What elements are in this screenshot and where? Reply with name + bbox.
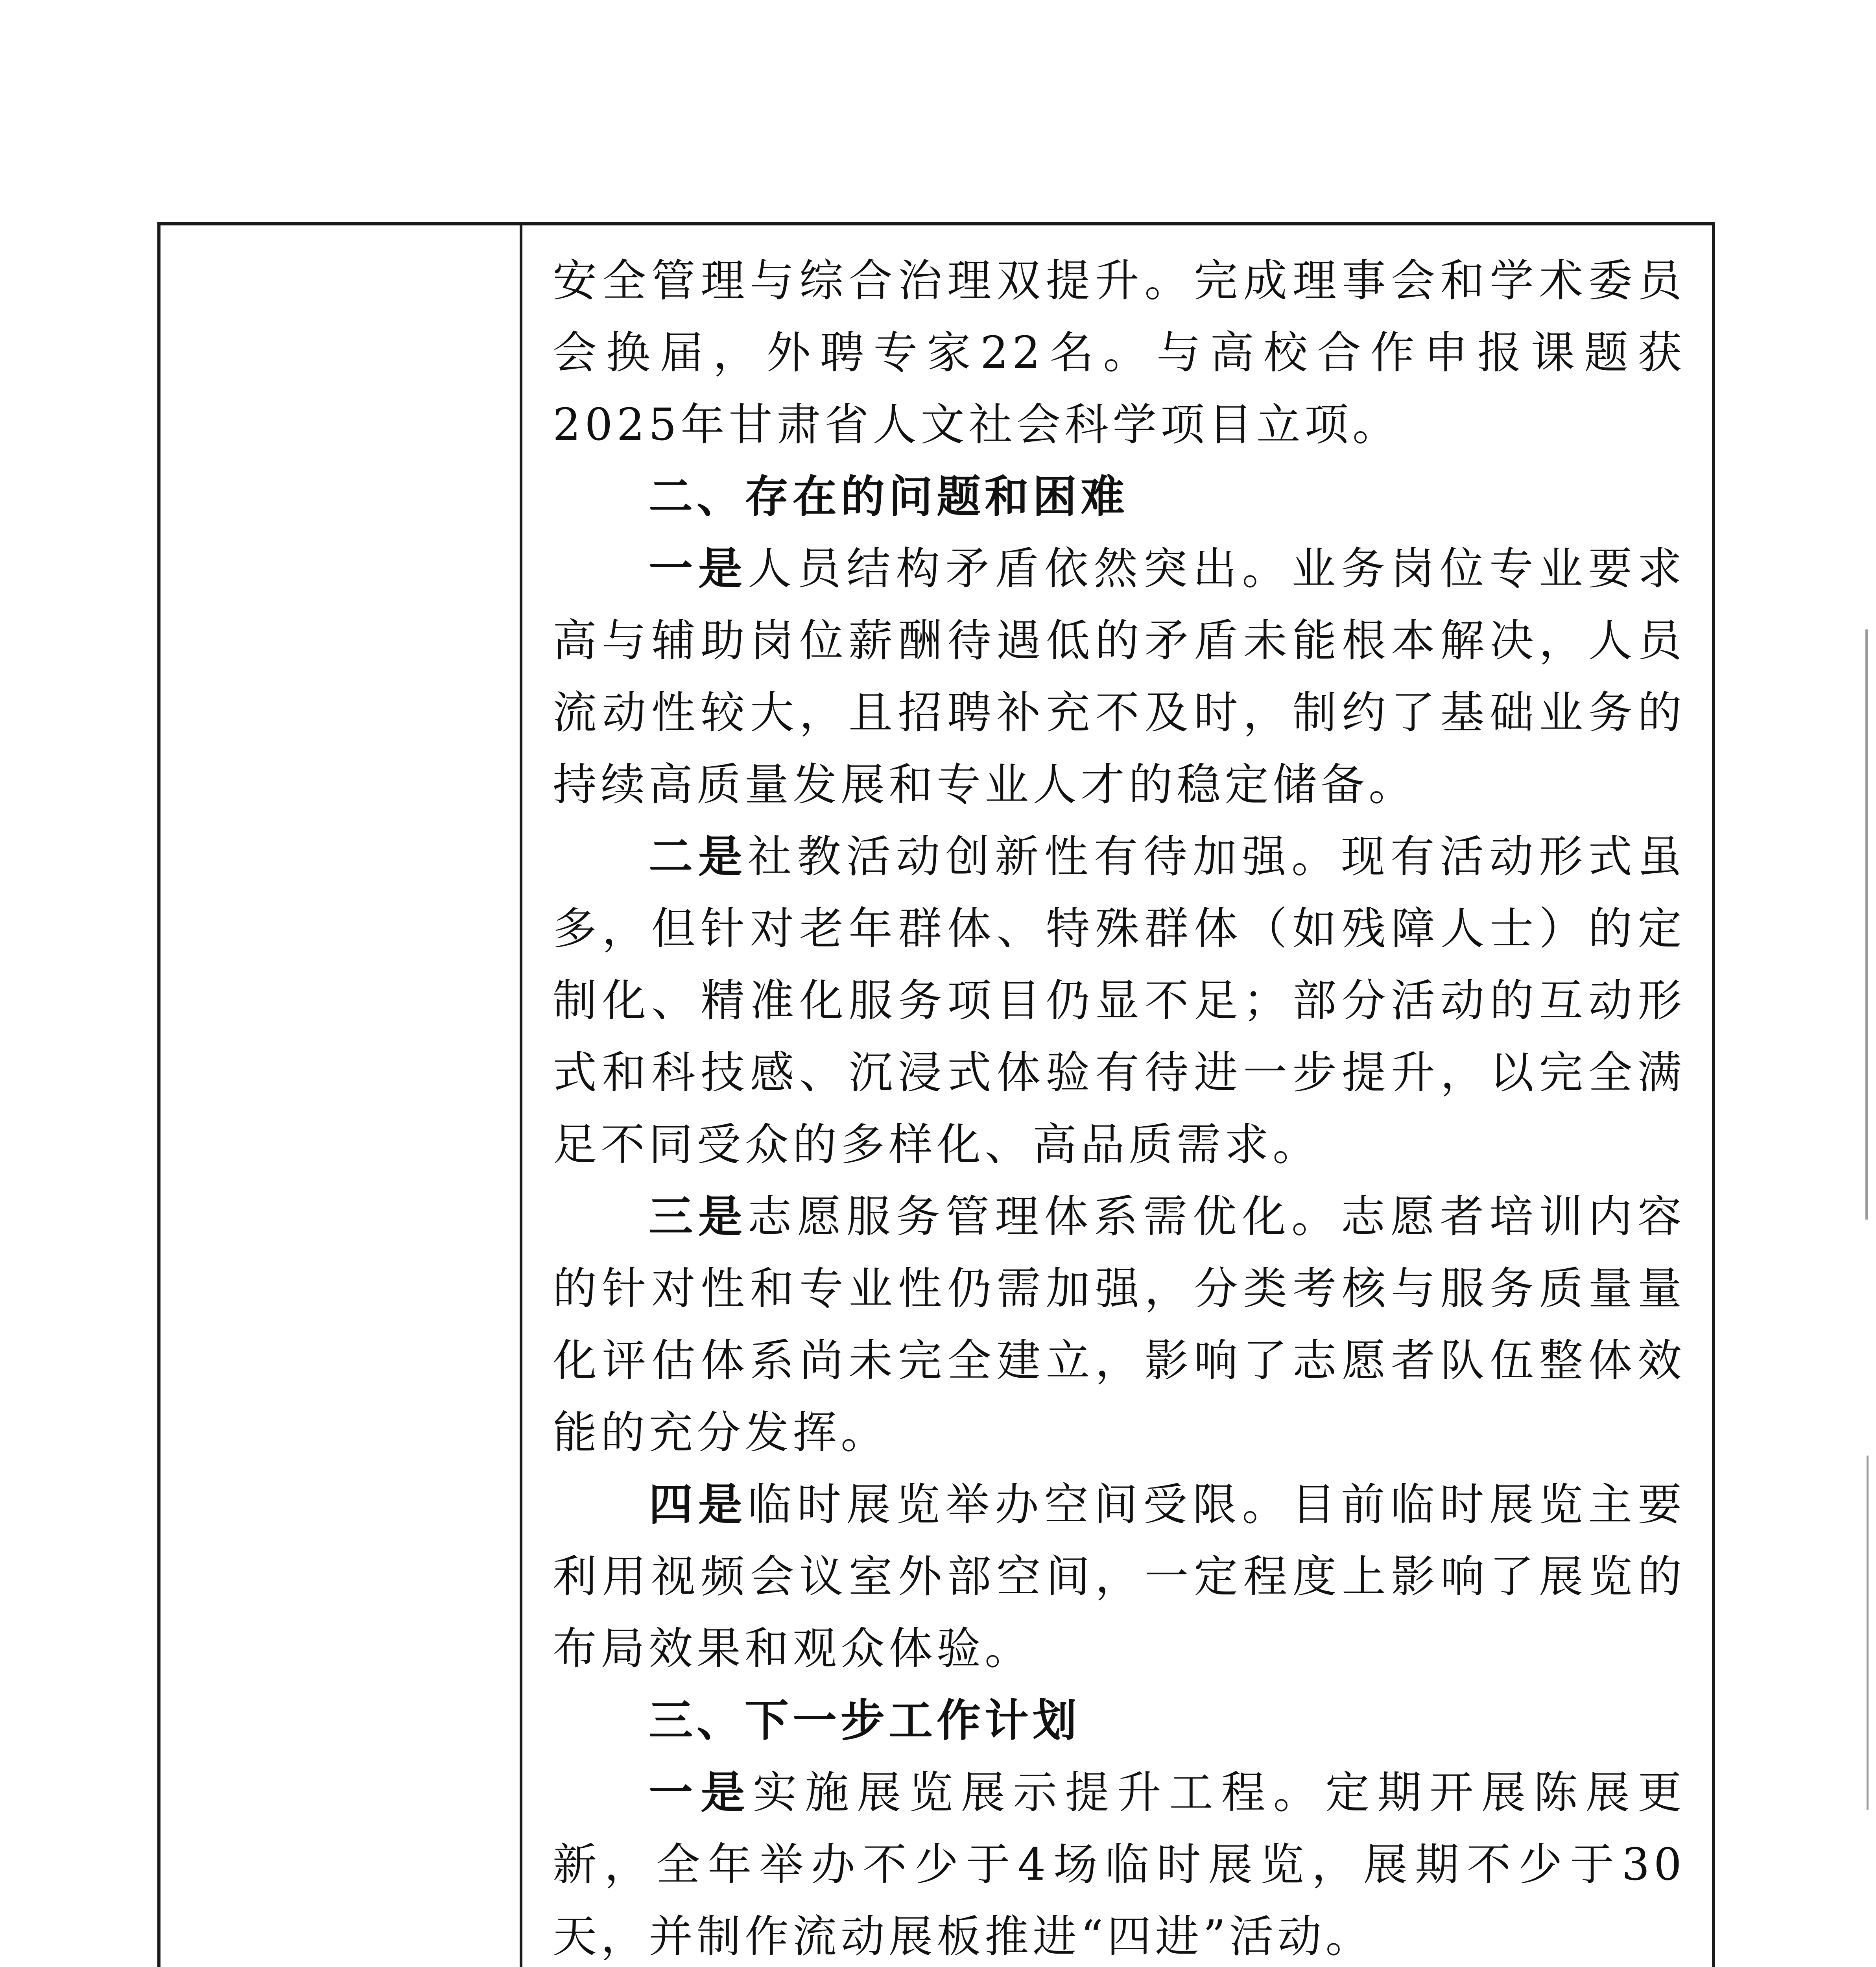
item-lead: 二是: [649, 831, 748, 882]
problem-item-1: [553, 533, 1686, 821]
scan-edge-mark: [1865, 629, 1868, 1220]
item-lead: 四是: [649, 1479, 748, 1530]
section-heading-next-steps: 三、下一步工作计划: [649, 1695, 1081, 1746]
problem-item-4: [553, 1469, 1686, 1685]
problem-item-3: [553, 1181, 1686, 1469]
form-table: [157, 222, 1715, 1967]
problem-item-2: [553, 821, 1686, 1181]
item-text: 志愿服务管理体系需优化。志愿者培训内容的针对性和专业性仍需加强，分类考核与服务质量量化评估体系尚未完全建立，影响了志愿者队伍整体效能的充分发挥。: [553, 1191, 1686, 1458]
document-body: [553, 245, 1686, 1967]
table-content-cell: [525, 225, 1712, 1967]
continued-paragraph: 安全管理与综合治理双提升。完成理事会和学术委员会换届，外聘专家22名。与高校合作申报课题获2025年甘肃省人文社会科学项目立项。: [553, 255, 1686, 450]
table-label-cell: [160, 225, 522, 1967]
plan-item-1: [553, 1757, 1686, 1967]
item-lead: 一是: [649, 1767, 753, 1818]
item-text: 社教活动创新性有待加强。现有活动形式虽多，但针对老年群体、特殊群体（如残障人士）的定制化、精准化服务项目仍显不足；部分活动的互动形式和科技感、沉浸式体验有待进一步提升，以完全满足不同受众的多样化、高品质需求。: [553, 831, 1686, 1170]
section-heading-problems: 二、存在的问题和困难: [649, 471, 1129, 522]
item-lead: 一是: [649, 543, 748, 594]
item-text: 实施展览展示提升工程。定期开展陈展更新，全年举办不少于4场临时展览，展期不少于30天，并制作流动展板推进“四进”活动。: [553, 1767, 1686, 1962]
item-text: 临时展览举办空间受限。目前临时展览主要利用视频会议室外部空间，一定程度上影响了展览的布局效果和观众体验。: [553, 1479, 1686, 1674]
scan-edge-mark: [1867, 1456, 1869, 1810]
item-lead: 三是: [649, 1191, 748, 1242]
item-text: 人员结构矛盾依然突出。业务岗位专业要求高与辅助岗位薪酬待遇低的矛盾未能根本解决，人员流动性较大，且招聘补充不及时，制约了基础业务的持续高质量发展和专业人才的稳定储备。: [553, 543, 1686, 810]
